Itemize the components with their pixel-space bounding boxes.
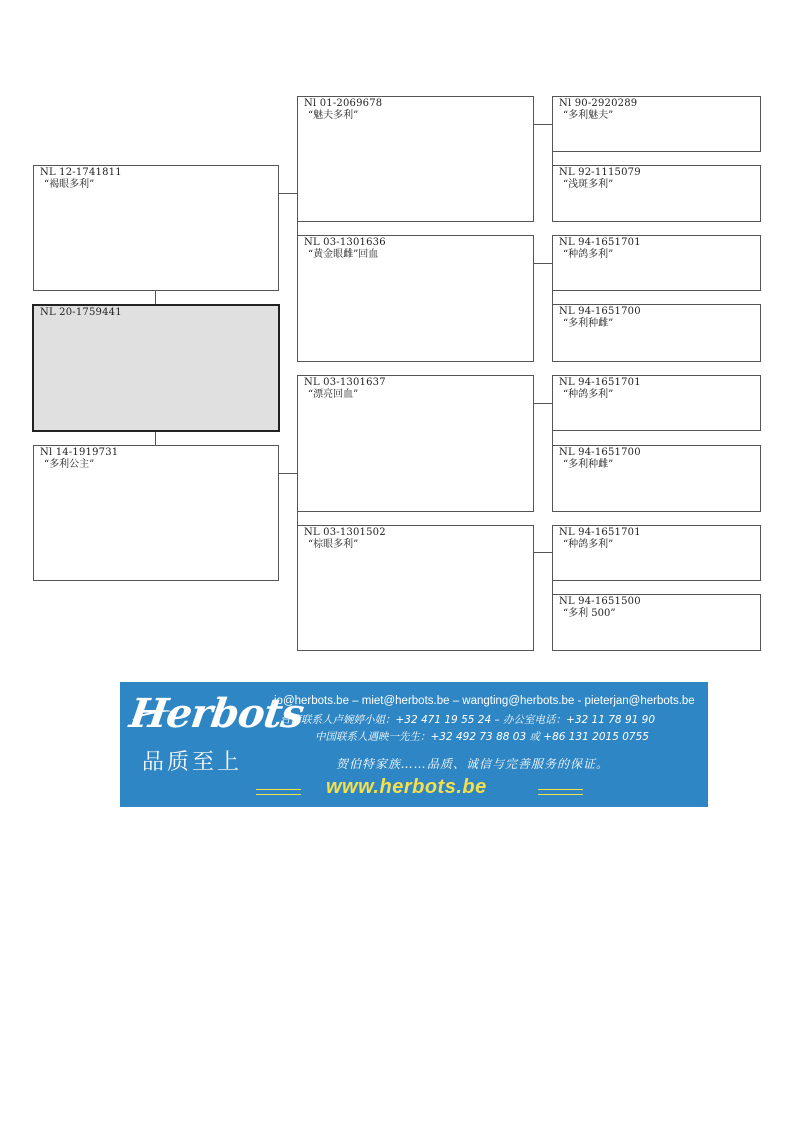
banner-slogan: 贺伯特家族……品质、诚信与完善服务的保证。 [336,757,610,771]
pigeon-name: “多利魅夫” [563,110,614,121]
contact-china: 中国联系人遇映一先生：+32 492 73 88 03 或 +86 131 2015 0755 [315,731,649,743]
pigeon-name: “浅斑多利” [563,179,614,190]
ancestor-card [552,445,761,512]
ring-number: NL 94-1651701 [559,377,641,388]
ring-number: NL 94-1651500 [559,596,641,607]
ancestor-card [552,304,761,362]
banner-tagline: 品质至上 [142,750,243,775]
ancestor-card [552,375,761,431]
ring-number: NL 12-1741811 [40,167,122,178]
pigeon-name: “漂亮回血” [308,389,359,400]
connector-line [155,290,156,305]
sire-card [33,165,279,291]
ring-number: NL 03-1301502 [304,527,386,538]
ring-number: NL 03-1301637 [304,377,386,388]
ring-number: NL 20-1759441 [40,307,122,318]
dam-card [33,445,279,581]
ring-number: NL 94-1651700 [559,306,641,317]
ring-number: NL 94-1651700 [559,447,641,458]
ancestor-card [552,235,761,291]
ancestor-card [552,96,761,152]
connector-line [533,552,552,553]
dam-sire-card [297,375,534,512]
pigeon-name: “种鸽多利” [563,389,614,400]
dam-dam-card [297,525,534,651]
ring-number: Nl 01-2069678 [304,98,383,109]
ring-number: NL 94-1651701 [559,527,641,538]
pigeon-name: “种鸽多利” [563,249,614,260]
sire-sire-card [297,96,534,222]
website-link[interactable]: www.herbots.be [326,776,487,798]
connector-line [533,124,552,125]
banner-emails[interactable]: jo@herbots.be – miet@herbots.be – wangting@herbots.be - pieterjan@herbots.be [274,695,695,707]
pigeon-name: “多利 500” [563,608,616,619]
subject-card [32,304,280,432]
pigeon-name: “棕眼多利” [308,539,359,550]
herbots-banner [120,682,708,807]
pigeon-name: “多利公主” [44,459,95,470]
connector-line [278,473,297,474]
pigeon-name: “种鸽多利” [563,539,614,550]
connector-line [533,403,552,404]
connector-line [278,193,297,194]
pigeon-name: “多利种雌” [563,459,614,470]
ring-number: NL 03-1301636 [304,237,386,248]
pigeon-name: “多利种雌” [563,318,614,329]
decorative-rule [538,789,583,795]
ancestor-card [552,165,761,222]
connector-line [533,263,552,264]
ring-number: Nl 14-1919731 [40,447,119,458]
pigeon-name: “黄金眼雌”回血 [308,249,379,260]
herbots-logo: Herbots [126,690,307,737]
connector-line [155,431,156,446]
pigeon-name: “褐眼多利” [44,179,95,190]
sire-dam-card [297,235,534,362]
contact-taiwan: 台湾联系人卢婉婷小姐：+32 471 19 55 24 – 办公室电话：+32 11 78 91 90 [280,714,656,726]
ring-number: Nl 90-2920289 [559,98,638,109]
ancestor-card [552,594,761,651]
decorative-rule [256,789,301,795]
pigeon-name: “魅夫多利” [308,110,359,121]
ring-number: NL 92-1115079 [559,167,641,178]
ancestor-card [552,525,761,581]
ring-number: NL 94-1651701 [559,237,641,248]
